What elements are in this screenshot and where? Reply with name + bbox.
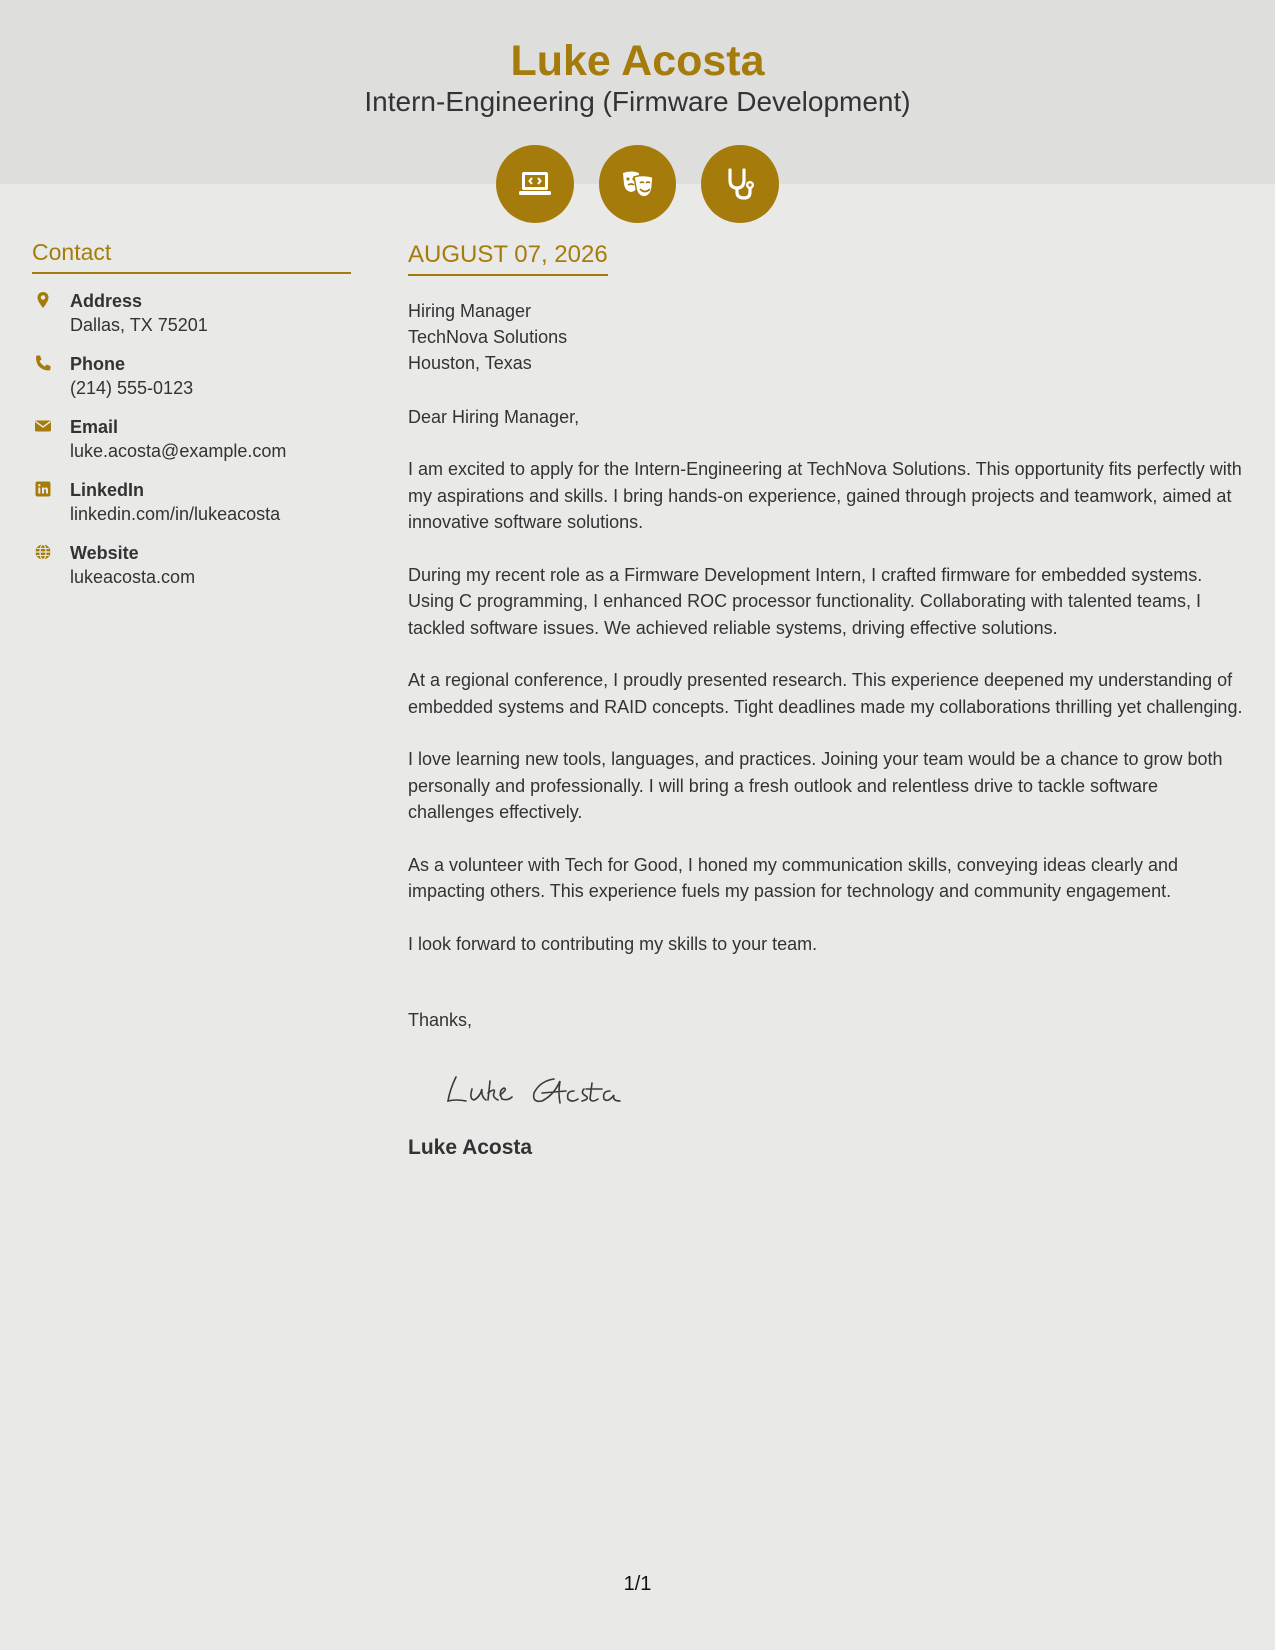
phone-icon (34, 354, 52, 372)
handwritten-signature (442, 1059, 662, 1117)
globe-icon (34, 543, 52, 561)
map-pin-icon (34, 291, 52, 309)
contact-value: Dallas, TX 75201 (70, 315, 208, 335)
recipient-line: TechNova Solutions (408, 327, 568, 347)
applicant-role: Intern-Engineering (Firmware Development) (364, 86, 911, 117)
contact-label: Phone (70, 354, 126, 374)
contact-website (32, 541, 351, 589)
contact-email (32, 415, 351, 463)
recipient-line: Hiring Manager (408, 301, 532, 321)
body-paragraph: I look forward to contributing my skills to your team. (408, 933, 818, 954)
theater-masks-icon (599, 145, 677, 223)
recipient-block (408, 298, 1248, 376)
body-paragraph: As a volunteer with Tech for Good, I honed my communication skills, conveying ideas clearly and impacting others. This experience fuels my passion for technology and community engagement. (408, 854, 1179, 901)
contact-label: Address (70, 291, 143, 311)
envelope-icon (34, 417, 52, 435)
contact-value[interactable]: luke.acosta@example.com (70, 441, 287, 461)
body-paragraph: During my recent role as a Firmware Development Intern, I crafted firmware for embedded systems. Using C programming, I enhanced ROC processor functionality. Collaborating with talented teams, I tackled software issues. We achieved reliable systems, driving effective solutions. (408, 564, 1203, 638)
contact-label: Website (70, 543, 139, 563)
contact-value[interactable]: linkedin.com/in/lukeacosta (70, 504, 281, 524)
contact-linkedin (32, 478, 351, 526)
body-paragraph: I am excited to apply for the Intern-Engineering at TechNova Solutions. This opportunity fits perfectly with my aspirations and skills. I bring hands-on experience, gained through projects and teamwork, aimed at innovative software solutions. (408, 459, 1242, 532)
contact-sidebar (32, 236, 351, 604)
body-paragraph: At a regional conference, I proudly presented research. This experience deepened my understanding of embedded systems and RAID concepts. Tight deadlines made my collaborations thrilling yet challenging. (408, 670, 1243, 717)
letter-body (408, 236, 1248, 1162)
contact-value[interactable]: lukeacosta.com (70, 567, 196, 587)
applicant-name: Luke Acosta (510, 37, 765, 85)
contact-value: (214) 555-0123 (70, 378, 194, 398)
closing-line: Thanks, (408, 1010, 473, 1030)
linkedin-icon (34, 480, 52, 498)
badge-row (496, 145, 779, 223)
page-number: 1/1 (623, 1573, 652, 1595)
contact-address (32, 289, 351, 337)
salutation: Dear Hiring Manager, (408, 407, 580, 427)
contact-heading: Contact (32, 236, 351, 274)
laptop-code-icon (496, 145, 574, 223)
contact-label: Email (70, 417, 119, 437)
contact-phone (32, 352, 351, 400)
body-paragraph: I love learning new tools, languages, and practices. Joining your team would be a chance to grow both personally and professionally. I will bring a fresh outlook and relentless drive to tackle software challenges effectively. (408, 749, 1223, 822)
contact-label: LinkedIn (70, 480, 145, 500)
recipient-line: Houston, Texas (408, 353, 532, 373)
stethoscope-icon (701, 145, 779, 223)
letter-date: AUGUST 07, 2026 (408, 236, 608, 276)
signer-name: Luke Acosta (408, 1136, 533, 1159)
